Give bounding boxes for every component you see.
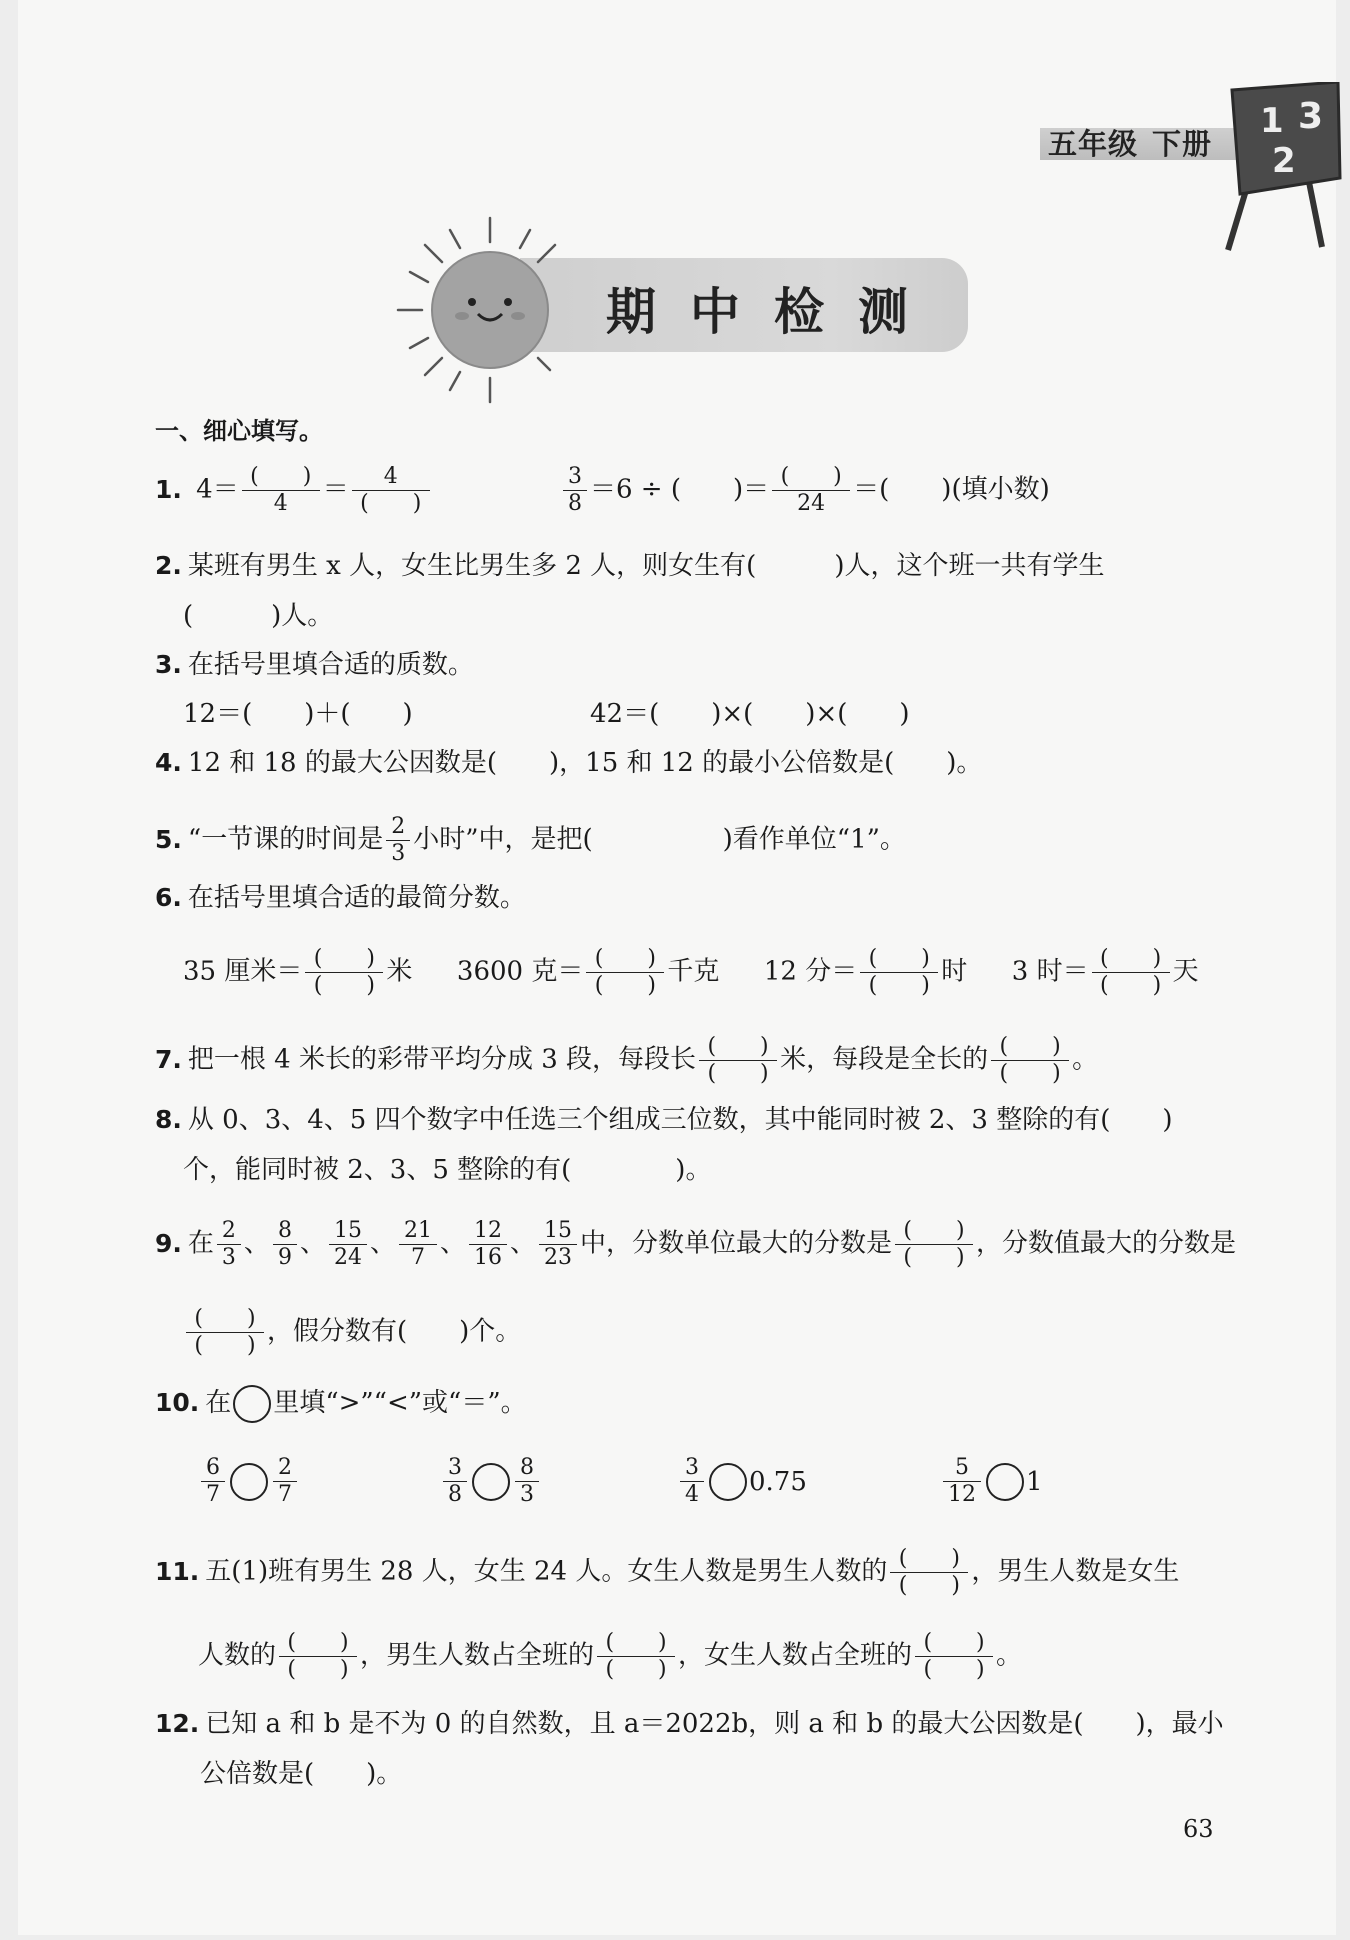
fraction-blank: $\frac{( )}{( )}$ [860,946,938,999]
question-6: 6. 在括号里填合适的最简分数。 [155,883,526,913]
fraction: $\frac{15}{23}$ [539,1218,577,1271]
fraction-blank: $\frac{( )}{( )}$ [699,1034,777,1087]
fraction-blank: $\frac{( )}{( )}$ [1092,946,1170,999]
board-number-1: 1 [1260,101,1284,141]
question-11-line2: 人数的 $\frac{( )}{( )}$ ，男生人数占全班的 $\frac{( )}{( )}$ ，女生人数占全班的 $\frac{( )}{( )}$ 。 [198,1630,1023,1682]
fraction: $\frac{4}{( )}$ [352,464,430,517]
question-1b: $\frac{3}{8}$ ＝6 ÷ ( )＝ $\frac{( )}{24}$ ＝( )(填小数) [560,464,1050,517]
fraction: $\frac{3}{8}$ [563,464,587,517]
fraction-blank: $\frac{( )}{( )}$ [895,1218,973,1271]
question-1: 1. 4＝ $\frac{( )}{4}$ ＝ $\frac{4}{( )}$ [155,464,433,517]
board-number-3: 2 [1272,141,1296,181]
question-12-line2: 公倍数是( )。 [200,1759,403,1789]
grade-label: 五年级 下册 [1048,127,1213,161]
compare-circle [233,1385,271,1423]
question-8: 8. 从 0、3、4、5 四个数字中任选三个组成三位数，其中能同时被 2、3 整除的有( ) [155,1105,1173,1135]
question-2-line2: ( )人。 [183,601,334,631]
question-9-line2: $\frac{( )}{( )}$ ，假分数有( )个。 [183,1306,521,1359]
compare-circle[interactable] [709,1463,747,1501]
fraction-blank: $\frac{( )}{( )}$ [991,1034,1069,1087]
fraction: $\frac{21}{7}$ [399,1218,437,1271]
compare-circle[interactable] [986,1463,1024,1501]
compare-pair-1: $\frac{6}{7}$ $\frac{2}{7}$ [198,1448,300,1508]
question-10: 10. 在 里填“>”“<”或“＝”。 [155,1385,527,1423]
fraction: $\frac{( )}{24}$ [772,464,850,517]
page-number: 63 [1183,1815,1214,1843]
question-4: 4. 12 和 18 的最大公因数是( )，15 和 12 的最小公倍数是( )。 [155,748,983,778]
question-11: 11. 五(1)班有男生 28 人，女生 24 人。女生人数是男生人数的 $\frac{( )}{( )}$ ，男生人数是女生 [155,1546,1180,1598]
question-12: 12. 已知 a 和 b 是不为 0 的自然数，且 a＝2022b，则 a 和 b 的最大公因数是( )，最小 [155,1709,1224,1739]
fraction-blank: $\frac{( )}{( )}$ [890,1546,968,1599]
question-2: 2. 某班有男生 x 人，女生比男生多 2 人，则女生有( )人，这个班一共有学生 [155,551,1105,581]
fraction: $\frac{15}{24}$ [329,1218,367,1271]
compare-pair-4: $\frac{5}{12}$ 1 [940,1448,1043,1508]
board-number-2: 3 [1298,96,1324,137]
question-8-line2: 个，能同时被 2、3、5 整除的有( )。 [183,1155,712,1185]
fraction: $\frac{( )}{4}$ [242,464,320,517]
question-3a: 12＝( )＋( ) [183,699,413,729]
compare-pair-3: $\frac{3}{4}$ 0.75 [677,1448,807,1508]
fraction-blank: $\frac{( )}{( )}$ [586,946,664,999]
question-3: 3. 在括号里填合适的质数。 [155,650,474,680]
fraction: $\frac{8}{9}$ [273,1218,297,1271]
question-7: 7. 把一根 4 米长的彩带平均分成 3 段，每段长 $\frac{( )}{( )}$ 米，每段是全长的 $\frac{( )}{( )}$ 。 [155,1034,1099,1086]
chalkboard-icon [1220,82,1342,252]
fraction-blank: $\frac{( )}{( )}$ [597,1630,675,1683]
fraction-blank: $\frac{( )}{( )}$ [279,1630,357,1683]
fraction-blank: $\frac{( )}{( )}$ [305,946,383,999]
question-9: 9. 在 $\frac{2}{3}$ 、 $\frac{8}{9}$ 、 $\frac{15}{24}$ 、 $\frac{21}{7}$ 、 $\frac{12}{16}$ 、 $\frac{15}{23}$ 中，分数单位最大的分数是 $\frac{( )}{( )}$ ，分数值最大的分数是 [155,1218,1237,1270]
question-6-items: 35 厘米＝ $\frac{( )}{( )}$ 米 3600 克＝ $\frac{( )}{( )}$ 千克 12 分＝ $\frac{( )}{( )}$ 时 3 时＝ $\frac{( )}{( )}$ 天 [183,946,1199,998]
question-5: 5. “一节课的时间是 $\frac{2}{3}$ 小时”中，是把( )看作单位“1”。 [155,814,906,866]
page-title: 期中检测 [606,283,942,341]
fraction: $\frac{2}{3}$ [386,814,410,867]
fraction: $\frac{2}{3}$ [217,1218,241,1271]
smiling-sun-icon [390,210,590,410]
compare-circle[interactable] [230,1463,268,1501]
section-heading: 一、细心填写。 [155,417,323,445]
fraction-blank: $\frac{( )}{( )}$ [915,1630,993,1683]
compare-circle[interactable] [472,1463,510,1501]
compare-pair-2: $\frac{3}{8}$ $\frac{8}{3}$ [440,1448,542,1508]
fraction: $\frac{12}{16}$ [469,1218,507,1271]
question-3b: 42＝( )×( )×( ) [590,699,910,729]
fraction-blank: $\frac{( )}{( )}$ [186,1306,264,1359]
